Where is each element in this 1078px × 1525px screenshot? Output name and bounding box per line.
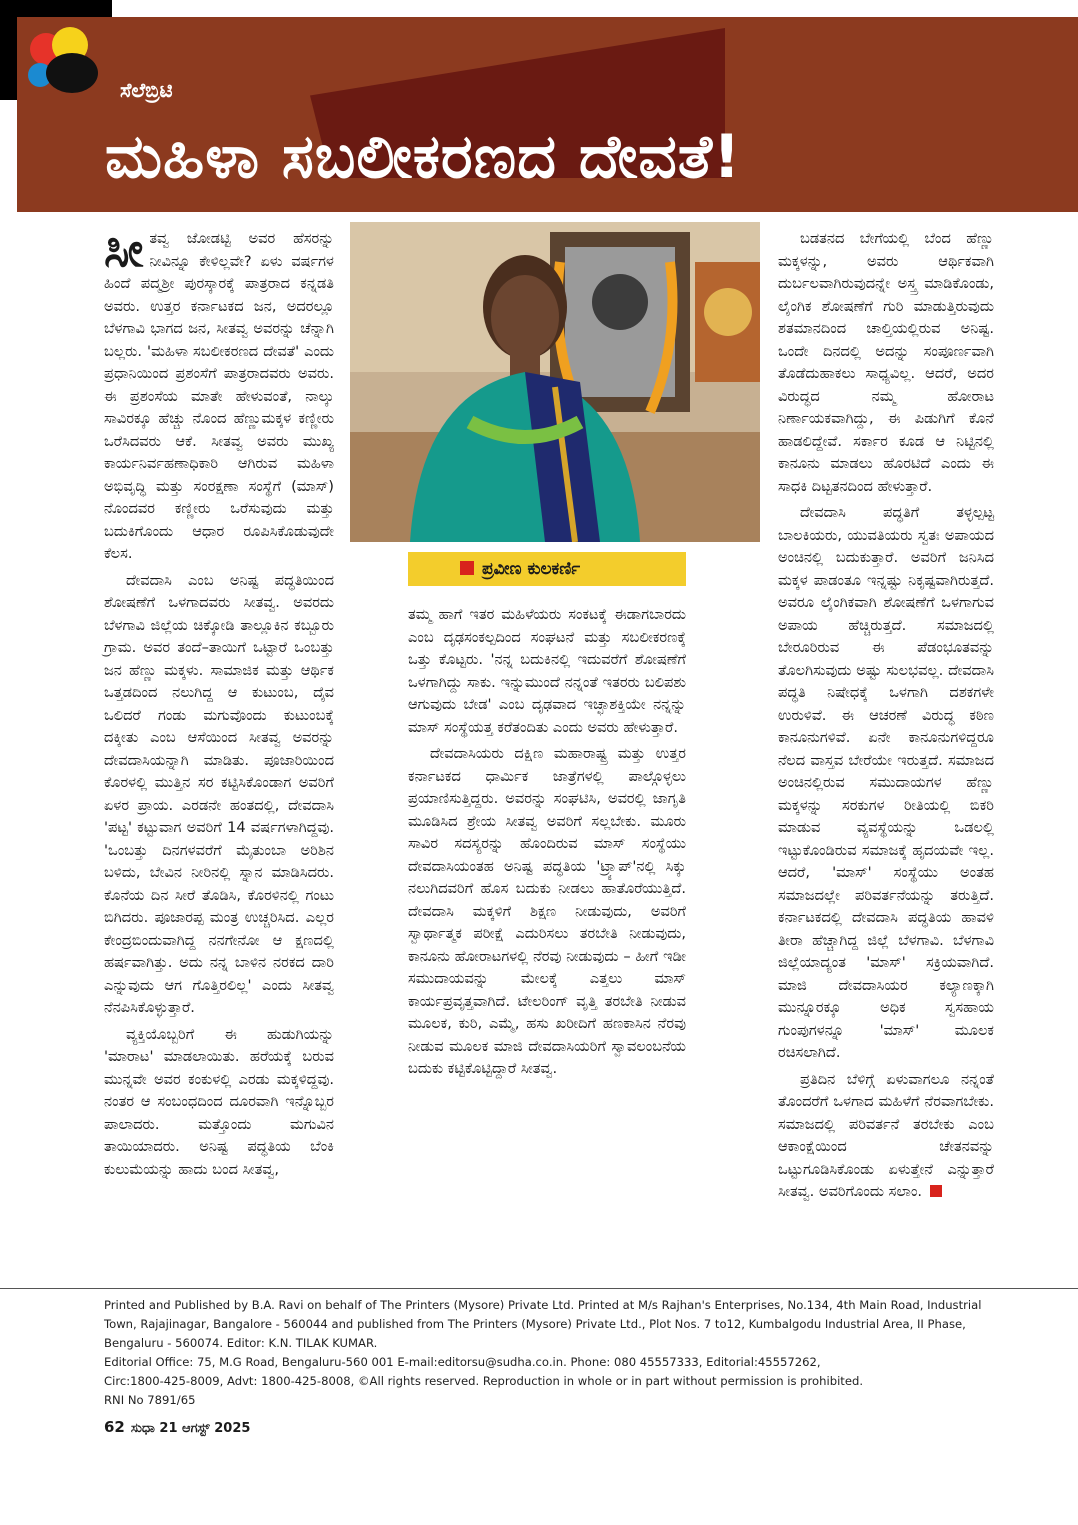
imprint-line: Printed and Published by B.A. Ravi on behalf of The Printers (Mysore) Private Ltd. Printed at M/s Rajhan's Enterprises, No.134, 4th Main Road, Industrial Town, Rajajinagar, Bangalore - 560044 and published from The Printers (Mysore) Private Ltd., Plot Nos. 7 to12, Kumbalgodu Industrial Area, II Phase, Bengaluru - 560074. Editor: K.N. TILAK KUMAR. (104, 1298, 982, 1350)
paragraph: ತಮ್ಮ ಹಾಗೆ ಇತರ ಮಹಿಳೆಯರು ಸಂಕಟಕ್ಕೆ ಈಡಾಗಬಾರದು ಎಂಬ ದೃಢಸಂಕಲ್ಪದಿಂದ ಸಂಘಟನೆ ಮತ್ತು ಸಬಲೀಕರಣಕ್ಕೆ ಒತ್ತು ಕೊಟ್ಟರು. 'ನನ್ನ ಬದುಕಿನಲ್ಲಿ ಇದುವರೆಗೆ ಶೋಷಣೆಗೆ ಒಳಗಾಗಿದ್ದು ಸಾಕು. ಇನ್ನುಮುಂದೆ ನನ್ನಂತೆ ಇತರರು ಬಲಿಪಶು ಆಗುವುದು ಬೇಡ' ಎಂಬ ದೃಢವಾದ ಇಚ್ಛಾಶಕ್ತಿಯೇ ನನ್ನನ್ನು ಮಾಸ್ ಸಂಸ್ಥೆಯತ್ತ ಕರೆತಂದಿತು ಎಂದು ಅವರು ಹೇಳುತ್ತಾರೆ. (408, 606, 686, 736)
page-number: 62 (104, 1418, 125, 1436)
square-bullet-icon (460, 561, 474, 575)
paragraph: ದೇವದಾಸಿಯರು ದಕ್ಷಿಣ ಮಹಾರಾಷ್ಟ್ರ ಮತ್ತು ಉತ್ತರ ಕರ್ನಾಟಕದ ಧಾರ್ಮಿಕ ಜಾತ್ರೆಗಳಲ್ಲಿ ಪಾಲ್ಗೊಳ್ಳಲು ಪ್ರಯಾಣಿಸುತ್ತಿದ್ದರು. ಅವರನ್ನು ಸಂಘಟಿಸಿ, ಅವರಲ್ಲಿ ಜಾಗೃತಿ ಮೂಡಿಸಿದ ಶ್ರೇಯ ಸೀತವ್ವ ಅವರಿಗೆ ಸಲ್ಲಬೇಕು. ಮೂರು ಸಾವಿರ ಸದಸ್ಯರನ್ನು ಹೊಂದಿರುವ ಮಾಸ್ ಸಂಸ್ಥೆಯು ದೇವದಾಸಿಯಂತಹ ಅನಿಷ್ಟ ಪದ್ಧತಿಯ 'ಟ್ರ್ಯಾಪ್'ನಲ್ಲಿ ಸಿಕ್ಕು ನಲುಗಿದವರಿಗೆ ಹೊಸ ಬದುಕು ನೀಡಲು ಹಾತೊರೆಯುತ್ತಿದೆ. ದೇವದಾಸಿ ಮಕ್ಕಳಿಗೆ ಶಿಕ್ಷಣ ನೀಡುವುದು, ಅವರಿಗೆ ಸ್ವಾರ್ಥಾತ್ಮಕ ಪರೀಕ್ಷೆ ಎದುರಿಸಲು ತರಬೇತಿ ನೀಡುವುದು, ಕಾನೂನು ಹೋರಾಟಗಳಲ್ಲಿ ನೆರವು ನೀಡುವುದು – ಹೀಗೆ ಇಡೀ ಸಮುದಾಯವನ್ನು ಮೇಲಕ್ಕೆ ಎತ್ತಲು ಮಾಸ್ ಕಾರ್ಯಪ್ರವೃತ್ತವಾಗಿದೆ. ಟೇಲರಿಂಗ್ ವೃತ್ತಿ ತರಬೇತಿ ನೀಡುವ ಮೂಲಕ, ಕುರಿ, ಎಮ್ಮೆ, ಹಸು ಖರೀದಿಗೆ ಹಣಕಾಸಿನ ನೆರವು ನೀಡುವ ಮೂಲಕ ಮಾಜಿ ದೇವದಾಸಿಯರಿಗೆ ಸ್ವಾವಲಂಬನೆಯ ಬದುಕು ಕಟ್ಟಿಕೊಟ್ಟಿದ್ದಾರೆ ಸೀತವ್ವ. (408, 745, 686, 1077)
end-mark-icon (930, 1185, 942, 1197)
magazine-logo-icon (24, 23, 106, 105)
imprint-line: Circ:1800-425-8009, Advt: 1800-425-8008, ©All rights reserved. Reproduction in whole or in part without permission is prohibited. (104, 1374, 864, 1388)
author-name: ಪ್ರವೀಣ ಕುಲಕರ್ಣಿ (482, 559, 581, 579)
imprint-footer (104, 1296, 994, 1410)
paragraph: ಬಡತನದ ಬೇಗೆಯಲ್ಲಿ ಬೆಂದ ಹೆಣ್ಣು ಮಕ್ಕಳನ್ನು, ಅವರು ಆರ್ಥಿಕವಾಗಿ ದುರ್ಬಲವಾಗಿರುವುದನ್ನೇ ಅಸ್ತ್ರ ಮಾಡಿಕೊಂಡು, ಲೈಂಗಿಕ ಶೋಷಣೆಗೆ ಗುರಿ ಮಾಡುತ್ತಿರುವುದು ಶತಮಾನದಿಂದ ಚಾಲ್ತಿಯಲ್ಲಿರುವ ಅನಿಷ್ಟ. ಒಂದೇ ದಿನದಲ್ಲಿ ಅದನ್ನು ಸಂಪೂರ್ಣವಾಗಿ ತೊಡೆದುಹಾಕಲು ಸಾಧ್ಯವಿಲ್ಲ. ಆದರೆ, ಅದರ ವಿರುದ್ಧದ ನಮ್ಮ ಹೋರಾಟ ನಿರ್ಣಾಯಕವಾಗಿದ್ದು, ಈ ಪಿಡುಗಿಗೆ ಕೊನೆ ಹಾಡಲಿದ್ದೇವೆ. ಸರ್ಕಾರ ಕೂಡ ಆ ನಿಟ್ಟಿನಲ್ಲಿ ಕಾನೂನು ಮಾಡಲು ಹೊರಟಿದೆ ಎಂದು ಈ ಸಾಧಕಿ ದಿಟ್ಟತನದಿಂದ ಹೇಳುತ್ತಾರೆ. (778, 230, 994, 495)
article-column-1 (104, 222, 334, 1181)
paragraph: ವ್ಯಕ್ತಿಯೊಬ್ಬರಿಗೆ ಈ ಹುಡುಗಿಯನ್ನು 'ಮಾರಾಟ' ಮಾಡಲಾಯಿತು. ಹರೆಯಕ್ಕೆ ಬರುವ ಮುನ್ನವೇ ಅವರ ಕಂಕುಳಲ್ಲಿ ಎರಡು ಮಕ್ಕಳಿದ್ದವು. ನಂತರ ಆ ಸಂಬಂಧದಿಂದ ದೂರವಾಗಿ ಇನ್ನೊಬ್ಬರ ಪಾಲಾದರು. ಮತ್ತೊಂದು ಮಗುವಿನ ತಾಯಿಯಾದರು. ಅನಿಷ್ಟ ಪದ್ಧತಿಯ ಬೆಂಕಿ ಕುಲುಮೆಯನ್ನು ಹಾದು ಬಂದ ಸೀತವ್ವ, (104, 1025, 334, 1178)
article-column-2 (408, 604, 686, 1081)
paragraph: ಸೀತವ್ವ ಜೋಡಟ್ಟಿ ಅವರ ಹೆಸರನ್ನು ನೀವಿನ್ನೂ ಕೇಳಿಲ್ಲವೇ? ಏಳು ವರ್ಷಗಳ ಹಿಂದೆ ಪದ್ಮಶ್ರೀ ಪುರಸ್ಕಾರಕ್ಕೆ ಪಾತ್ರರಾದ ಕನ್ನಡತಿ ಅವರು. ಉತ್ತರ ಕರ್ನಾಟಕದ ಜನ, ಅದರಲ್ಲೂ ಬೆಳಗಾವಿ ಭಾಗದ ಜನ, ಸೀತವ್ವ ಅವರನ್ನು ಚೆನ್ನಾಗಿ ಬಲ್ಲರು. 'ಮಹಿಳಾ ಸಬಲೀಕರಣದ ದೇವತೆ' ಎಂದು ಪ್ರಧಾನಿಯಿಂದ ಪ್ರಶಂಸೆಗೆ ಪಾತ್ರರಾದವರು ಅವರು. ಈ ಪ್ರಶಂಸೆಯ ಮಾತೇ ಹೇಳುವಂತೆ, ನಾಲ್ಕು ಸಾವಿರಕ್ಕೂ ಹೆಚ್ಚು ನೊಂದ ಹೆಣ್ಣುಮಕ್ಕಳ ಕಣ್ಣೀರು ಒರೆಸಿದವರು ಆಕೆ. ಸೀತವ್ವ ಅವರು ಮುಖ್ಯ ಕಾರ್ಯನಿರ್ವಹಣಾಧಿಕಾರಿ ಆಗಿರುವ ಮಹಿಳಾ ಅಭಿವೃದ್ಧಿ ಮತ್ತು ಸಂರಕ್ಷಣಾ ಸಂಸ್ಥೆಗೆ (ಮಾಸ್) ನೊಂದವರ ಕಣ್ಣೀರು ಒರೆಸುವುದು ಮತ್ತು ಬದುಕಿಗೊಂದು ಆಧಾರ ರೂಪಿಸಿಕೊಡುವುದೇ ಕೆಲಸ. (104, 222, 334, 562)
paragraph: ಪ್ರತಿದಿನ ಬೆಳಿಗ್ಗೆ ಏಳುವಾಗಲೂ ನನ್ನಂತೆ ತೊಂದರೆಗೆ ಒಳಗಾದ ಮಹಿಳೆಗೆ ನೆರವಾಗಬೇಕು. ಸಮಾಜದಲ್ಲಿ ಪರಿವರ್ತನೆ ತರಬೇಕು ಎಂಬ ಆಕಾಂಕ್ಷೆಯಿಂದ ಚೇತನವನ್ನು ಒಟ್ಟುಗೂಡಿಸಿಕೊಂಡು ಏಳುತ್ತೇನೆ ಎನ್ನುತ್ತಾರೆ ಸೀತವ್ವ. ಅವರಿಗೊಂದು ಸಲಾಂ. (778, 1070, 994, 1200)
imprint-line: RNI No 7891/65 (104, 1393, 196, 1407)
section-label: ಸೆಲೆಬ್ರಿಟಿ (120, 78, 173, 102)
author-byline (408, 552, 686, 586)
issue-date: ಸುಧಾ 21 ಆಗಸ್ಟ್ 2025 (130, 1421, 251, 1436)
drop-cap: ಸೀ (104, 222, 144, 278)
footer-divider (0, 1288, 1078, 1289)
headline: ಮಹಿಳಾ ಸಬಲೀಕರಣದ ದೇವತೆ! (105, 122, 742, 192)
paragraph: ದೇವದಾಸಿ ಪದ್ಧತಿಗೆ ತಳ್ಳಲ್ಪಟ್ಟ ಬಾಲಕಿಯರು, ಯುವತಿಯರು ಸ್ವತಃ ಅಪಾಯದ ಅಂಚಿನಲ್ಲಿ ಬದುಕುತ್ತಾರೆ. ಅವರಿಗೆ ಜನಿಸಿದ ಮಕ್ಕಳ ಪಾಡಂತೂ ಇನ್ನಷ್ಟು ನಿಕೃಷ್ಟವಾಗಿರುತ್ತದೆ. ಅವರೂ ಲೈಂಗಿಕವಾಗಿ ಶೋಷಣೆಗೆ ಒಳಗಾಗುವ ಅಪಾಯ ಹೆಚ್ಚಿರುತ್ತದೆ. ಸಮಾಜದಲ್ಲಿ ಬೇರೂರಿರುವ ಈ ಪೆಡಂಭೂತವನ್ನು ತೊಲಗಿಸುವುದು ಅಷ್ಟು ಸುಲಭವಲ್ಲ. ದೇವದಾಸಿ ಪದ್ಧತಿ ನಿಷೇಧಕ್ಕೆ ಒಳಗಾಗಿ ದಶಕಗಳೇ ಉರುಳಿವೆ. ಈ ಆಚರಣೆ ವಿರುದ್ಧ ಕಠಿಣ ಕಾನೂನುಗಳಿವೆ. ಏನೇ ಕಾನೂನುಗಳಿದ್ದರೂ ನೆಲದ ವಾಸ್ತವ ಬೇರೆಯೇ ಇರುತ್ತದೆ. ಸಮಾಜದ ಅಂಚಿನಲ್ಲಿರುವ ಸಮುದಾಯಗಳ ಹೆಣ್ಣು ಮಕ್ಕಳನ್ನು ಸರಕುಗಳ ರೀತಿಯಲ್ಲಿ ಬಿಕರಿ ಮಾಡುವ ವ್ಯವಸ್ಥೆಯನ್ನು ಒಡಲಲ್ಲಿ ಇಟ್ಟುಕೊಂಡಿರುವ ಸಮಾಜಕ್ಕೆ ಹೃದಯವೇ ಇಲ್ಲ. ಆದರೆ, 'ಮಾಸ್' ಸಂಸ್ಥೆಯು ಅಂತಹ ಸಮಾಜದಲ್ಲೇ ಪರಿವರ್ತನೆಯನ್ನು ತರುತ್ತಿದೆ. ಕರ್ನಾಟಕದಲ್ಲಿ ದೇವದಾಸಿ ಪದ್ಧತಿಯ ಹಾವಳಿ ತೀರಾ ಹೆಚ್ಚಾಗಿದ್ದ ಜಿಲ್ಲೆ ಬೆಳಗಾವಿ. ಬೆಳಗಾವಿ ಜಿಲ್ಲೆಯಾದ್ಯಂತ 'ಮಾಸ್' ಸಕ್ರಿಯವಾಗಿದೆ. ಮಾಜಿ ದೇವದಾಸಿಯರ ಕಲ್ಯಾಣಕ್ಕಾಗಿ ಮುನ್ನೂರಕ್ಕೂ ಅಧಿಕ ಸ್ವಸಹಾಯ ಗುಂಪುಗಳನ್ನೂ 'ಮಾಸ್' ಮೂಲಕ ರಚಿಸಲಾಗಿದೆ. (778, 504, 994, 1061)
portrait-photo (350, 222, 760, 542)
page-info (104, 1418, 250, 1436)
portrait-photo-icon (350, 222, 760, 542)
paragraph: ದೇವದಾಸಿ ಎಂಬ ಅನಿಷ್ಟ ಪದ್ಧತಿಯಿಂದ ಶೋಷಣೆಗೆ ಒಳಗಾದವರು ಸೀತವ್ವ. ಅವರದು ಬೆಳಗಾವಿ ಜಿಲ್ಲೆಯ ಚಿಕ್ಕೋಡಿ ತಾಲ್ಲೂಕಿನ ಕಬ್ಬೂರು ಗ್ರಾಮ. ಅವರ ತಂದೆ–ತಾಯಿಗೆ ಒಟ್ಟಾರೆ ಒಂಬತ್ತು ಜನ ಹೆಣ್ಣು ಮಕ್ಕಳು. ಸಾಮಾಜಿಕ ಮತ್ತು ಆರ್ಥಿಕ ಒತ್ತಡದಿಂದ ನಲುಗಿದ್ದ ಆ ಕುಟುಂಬ, ದೈವ ಒಲಿದರೆ ಗಂಡು ಮಗುವೊಂದು ಕುಟುಂಬಕ್ಕೆ ದಕ್ಕೀತು ಎಂಬ ಆಸೆಯಿಂದ ಸೀತವ್ವ ಅವರನ್ನು ದೇವದಾಸಿಯನ್ನಾಗಿ ಮಾಡಿತು. ಪೂಜಾರಿಯಿಂದ ಕೊರಳಲ್ಲಿ ಮುತ್ತಿನ ಸರ ಕಟ್ಟಿಸಿಕೊಂಡಾಗ ಅವರಿಗೆ ಏಳರ ಪ್ರಾಯ. ಎರಡನೇ ಹಂತದಲ್ಲಿ, ದೇವದಾಸಿ 'ಪಟ್ಟ' ಕಟ್ಟುವಾಗ ಅವರಿಗೆ 14 ವರ್ಷಗಳಾಗಿದ್ದವು. 'ಒಂಬತ್ತು ದಿನಗಳವರೆಗೆ ಮೈತುಂಬಾ ಅರಿಶಿನ ಬಳಿದು, ಬೇವಿನ ನೀರಿನಲ್ಲಿ ಸ್ನಾನ ಮಾಡಿಸಿದರು. ಕೊನೆಯ ದಿನ ಸೀರೆ ತೊಡಿಸಿ, ಕೊರಳಿನಲ್ಲಿ ಗಂಟು ಬಿಗಿದರು. ಪೂಜಾರಪ್ಪ ಮಂತ್ರ ಉಚ್ಚರಿಸಿದ. ಎಲ್ಲರ ಕೇಂದ್ರಬಿಂದುವಾಗಿದ್ದ ನನಗೇನೋ ಆ ಕ್ಷಣದಲ್ಲಿ ಹರ್ಷವಾಗಿತ್ತು. ಅದು ನನ್ನ ಬಾಳಿನ ನರಕದ ದಾರಿ ಎನ್ನುವುದು ಆಗ ಗೊತ್ತಿರಲಿಲ್ಲ' ಎಂದು ಸೀತವ್ವ ನೆನಪಿಸಿಕೊಳ್ಳುತ್ತಾರೆ. (104, 571, 334, 1016)
article-column-3 (778, 228, 994, 1204)
imprint-line: Editorial Office: 75, M.G Road, Bengaluru-560 001 E-mail:editorsu@sudha.co.in. Phone: 080 45557333, Editorial:45557262, (104, 1355, 821, 1369)
